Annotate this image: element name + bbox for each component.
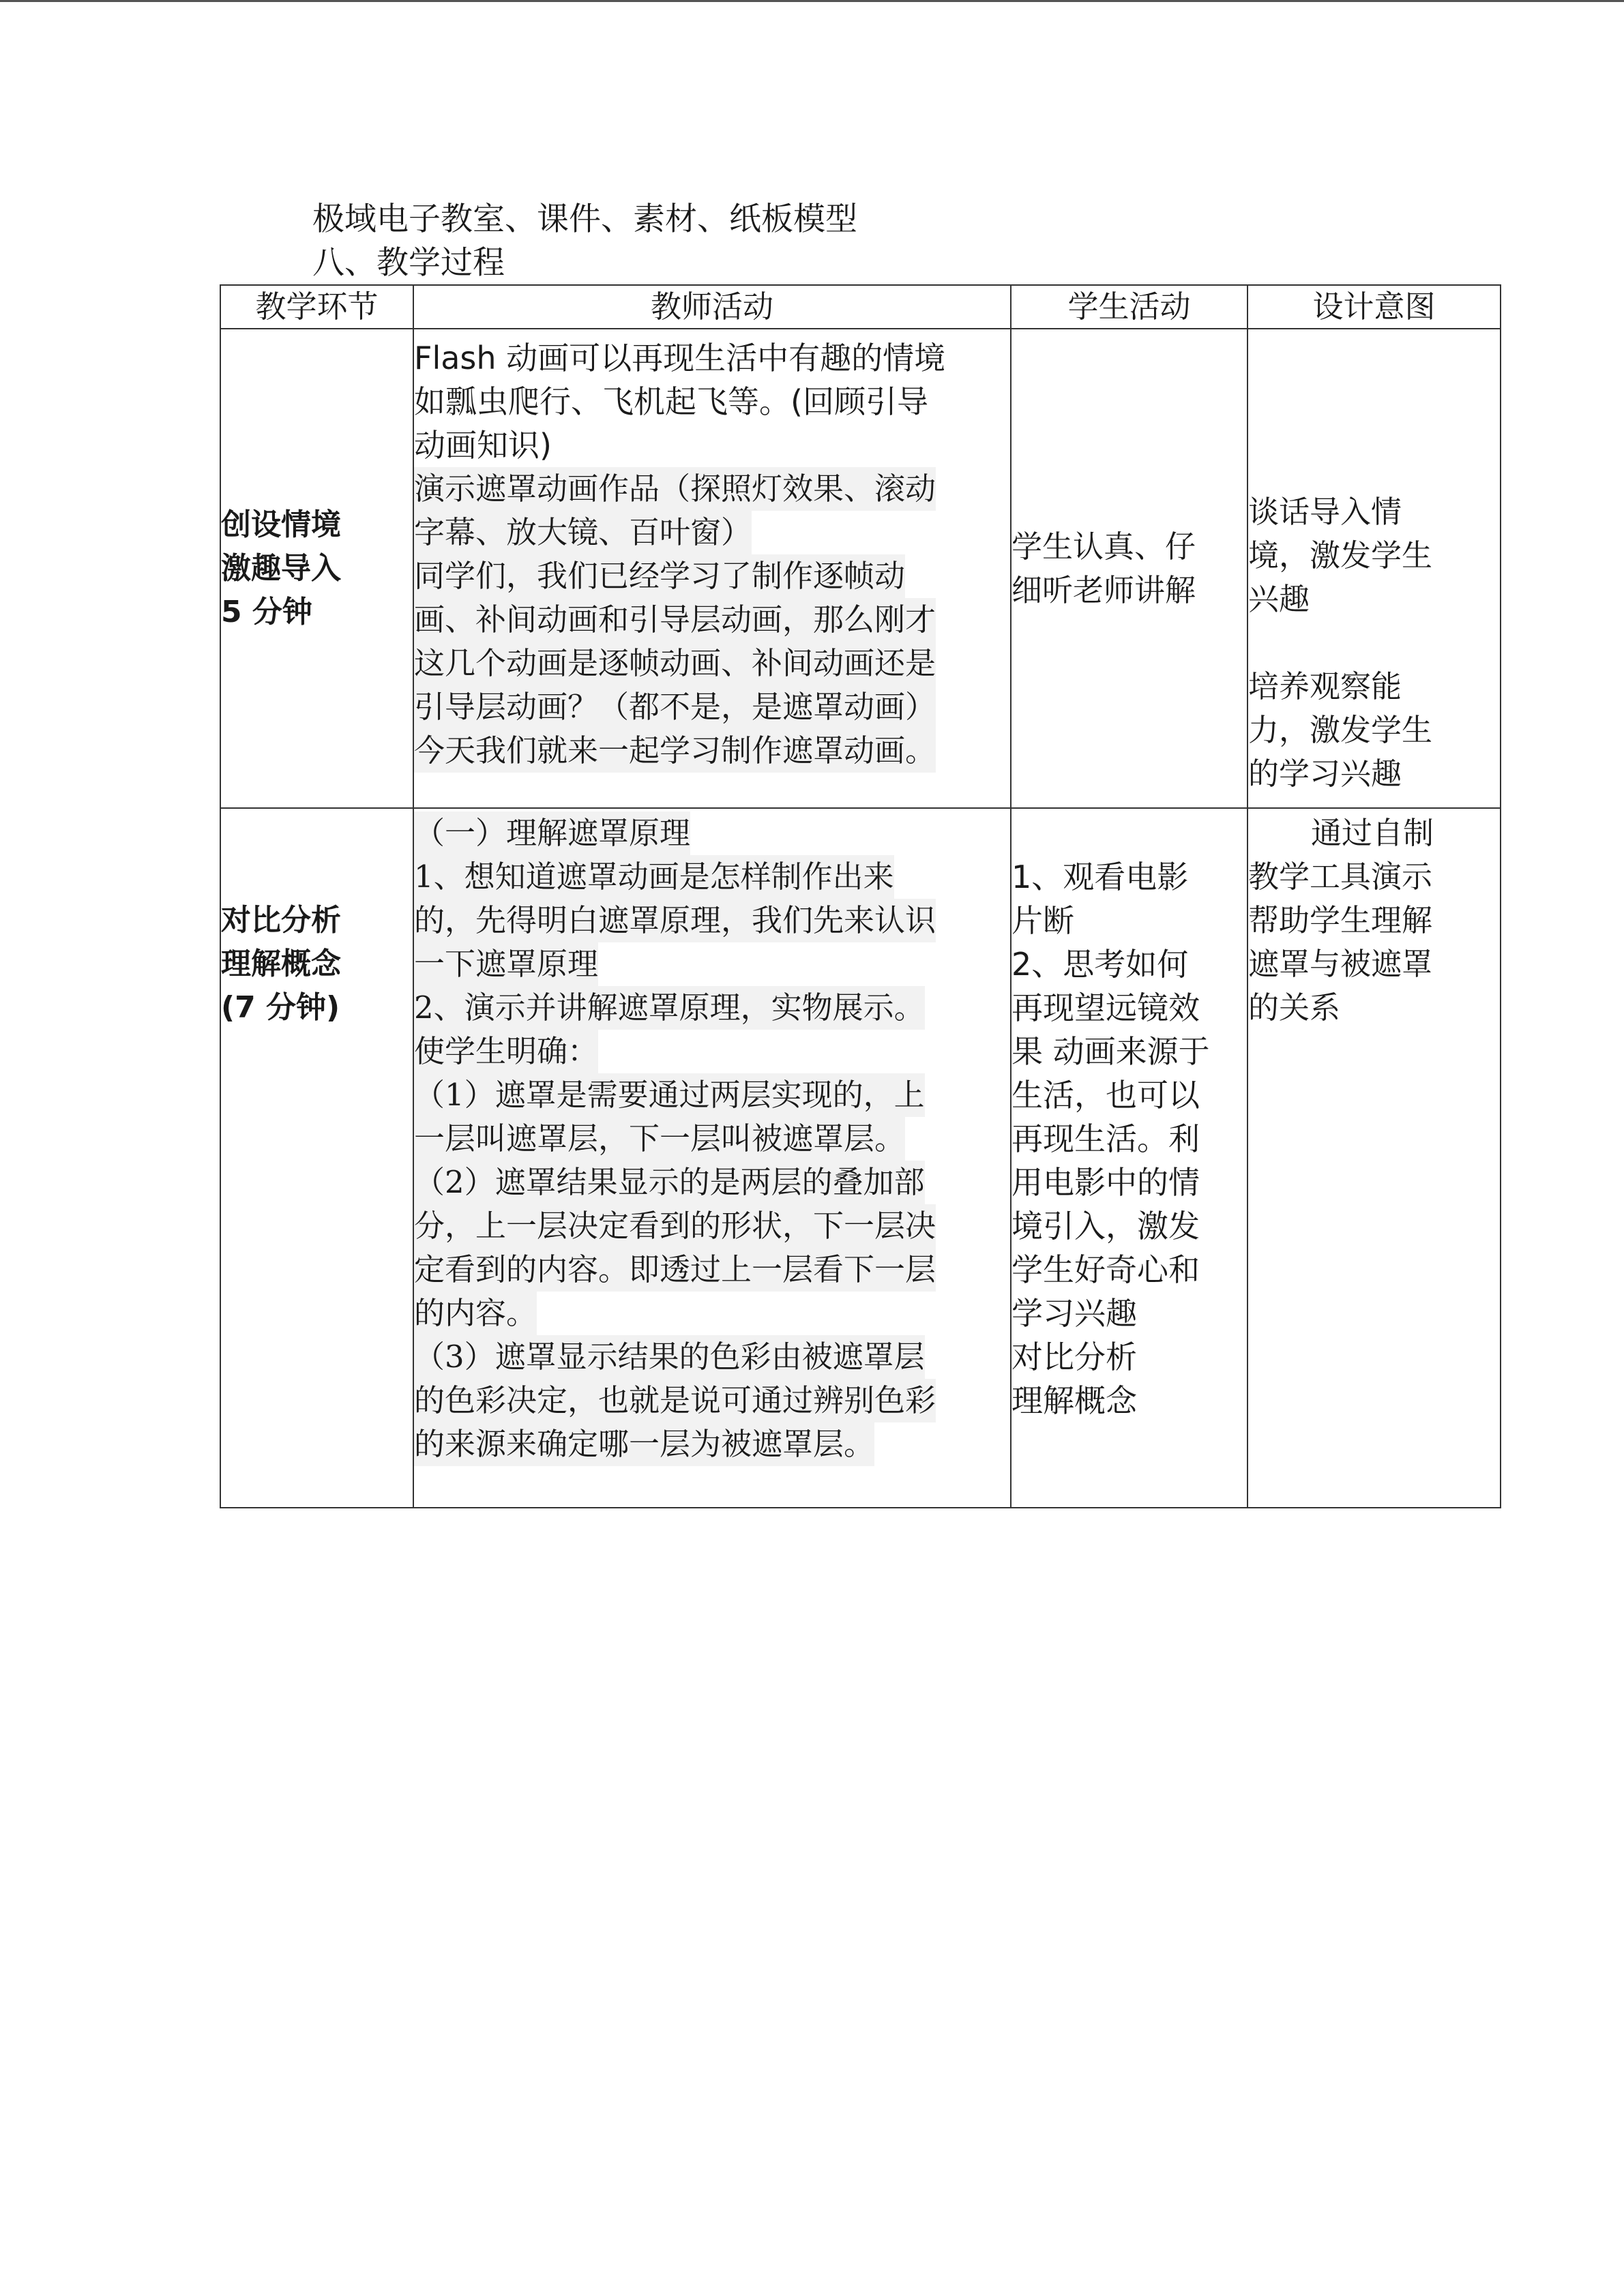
- table-row: [220, 808, 1501, 1508]
- student-line: 再现望远镜效: [1012, 989, 1200, 1026]
- teacher-line: 使学生明确：: [414, 1030, 598, 1073]
- teaching-process-table: [220, 284, 1501, 1508]
- table-header-row: [220, 285, 1501, 329]
- teacher-line: 2、演示并讲解遮罩原理，实物展示。: [414, 986, 925, 1030]
- intent-line: 谈话导入情: [1248, 494, 1402, 530]
- intent-line: 通过自制: [1311, 815, 1434, 851]
- header-stage: 教学环节: [220, 285, 413, 329]
- teacher-activity-cell: [413, 808, 1011, 1508]
- table-row: [220, 329, 1501, 808]
- stage-line: 激趣导入: [221, 550, 341, 586]
- stage-line: (7 分钟): [221, 990, 340, 1025]
- intent-line: 帮助学生理解: [1248, 902, 1433, 938]
- teacher-line: （1）遮罩是需要通过两层实现的，上: [414, 1073, 925, 1117]
- stage-cell: [220, 329, 413, 808]
- teacher-line: （2）遮罩结果显示的是两层的叠加部: [414, 1161, 925, 1204]
- intent-line: 境，激发学生: [1248, 537, 1433, 573]
- teacher-line: 字幕、放大镜、百叶窗）: [414, 511, 752, 554]
- student-line: 对比分析: [1012, 1339, 1137, 1375]
- header-student-activity: 学生活动: [1011, 285, 1247, 329]
- student-line: 用电影中的情: [1012, 1164, 1200, 1201]
- teacher-line: （一）理解遮罩原理: [414, 811, 690, 855]
- stage-cell: [220, 808, 413, 1508]
- teacher-line: 的内容。: [414, 1292, 537, 1335]
- student-activity-cell: [1011, 329, 1247, 808]
- design-intent-cell: [1247, 808, 1501, 1508]
- intent-line: 培养观察能: [1248, 668, 1402, 704]
- student-activity-cell: [1011, 808, 1247, 1508]
- student-line: 境引入，激发: [1012, 1208, 1200, 1244]
- teacher-line: 1、想知道遮罩动画是怎样制作出来: [414, 855, 894, 899]
- student-line: 2、思考如何: [1012, 946, 1189, 983]
- teacher-line: 如瓢虫爬行、飞机起飞等。(回顾引导: [414, 383, 928, 420]
- section-heading-teaching-process: 八、教学过程: [312, 244, 505, 282]
- teaching-resources-line: 极域电子教室、课件、素材、纸板模型: [312, 200, 857, 238]
- intent-line: 的关系: [1248, 989, 1341, 1026]
- teacher-line: 演示遮罩动画作品（探照灯效果、滚动: [414, 467, 936, 511]
- student-line: 细听老师讲解: [1012, 571, 1196, 608]
- teacher-activity-cell: [413, 329, 1011, 808]
- teacher-line: 这几个动画是逐帧动画、补间动画还是: [414, 642, 936, 685]
- header-design-intent: 设计意图: [1247, 285, 1501, 329]
- student-line: 学生好奇心和: [1012, 1251, 1200, 1288]
- stage-line: 5 分钟: [221, 594, 312, 629]
- student-line: 理解概念: [1012, 1382, 1137, 1419]
- teacher-line: 定看到的内容。即透过上一层看下一层: [414, 1248, 936, 1292]
- intent-line: 遮罩与被遮罩: [1248, 946, 1433, 982]
- stage-line: 创设情境: [221, 507, 341, 542]
- header-teacher-activity: 教师活动: [413, 285, 1011, 329]
- intent-line: 力，激发学生: [1248, 712, 1433, 748]
- teacher-line: 的来源来确定哪一层为被遮罩层。: [414, 1422, 874, 1466]
- page-top-border: [0, 0, 1624, 2]
- teacher-line: 画、补间动画和引导层动画，那么刚才: [414, 598, 936, 642]
- teacher-line: 分，上一层决定看到的形状，下一层决: [414, 1204, 936, 1248]
- teacher-line: 同学们，我们已经学习了制作逐帧动: [414, 554, 905, 598]
- design-intent-cell: [1247, 329, 1501, 808]
- intent-line: 教学工具演示: [1248, 859, 1433, 895]
- student-line: 果 动画来源于: [1012, 1033, 1210, 1070]
- teacher-line: 的，先得明白遮罩原理，我们先来认识: [414, 899, 936, 942]
- teacher-line: 的色彩决定，也就是说可通过辨别色彩: [414, 1379, 936, 1422]
- student-line: 学生认真、仔: [1012, 528, 1196, 565]
- teacher-line: 动画知识): [414, 427, 552, 464]
- teacher-line: 引导层动画？（都不是，是遮罩动画）: [414, 685, 936, 729]
- teacher-line: （3）遮罩显示结果的色彩由被遮罩层: [414, 1335, 925, 1379]
- student-line: 生活，也可以: [1012, 1077, 1200, 1114]
- teacher-line: 一层叫遮罩层，下一层叫被遮罩层。: [414, 1117, 905, 1161]
- intent-line: 的学习兴趣: [1248, 756, 1402, 792]
- student-line: 学习兴趣: [1012, 1295, 1137, 1332]
- student-line: 片断: [1012, 902, 1074, 939]
- teacher-line: 今天我们就来一起学习制作遮罩动画。: [414, 729, 936, 773]
- student-line: 再现生活。利: [1012, 1120, 1200, 1157]
- teacher-line: 一下遮罩原理: [414, 942, 598, 986]
- teacher-line: Flash 动画可以再现生活中有趣的情境: [414, 340, 946, 376]
- student-line: 1、观看电影: [1012, 859, 1189, 895]
- stage-line: 理解概念: [221, 946, 341, 981]
- stage-line: 对比分析: [221, 903, 341, 938]
- intent-line: 兴趣: [1248, 581, 1310, 617]
